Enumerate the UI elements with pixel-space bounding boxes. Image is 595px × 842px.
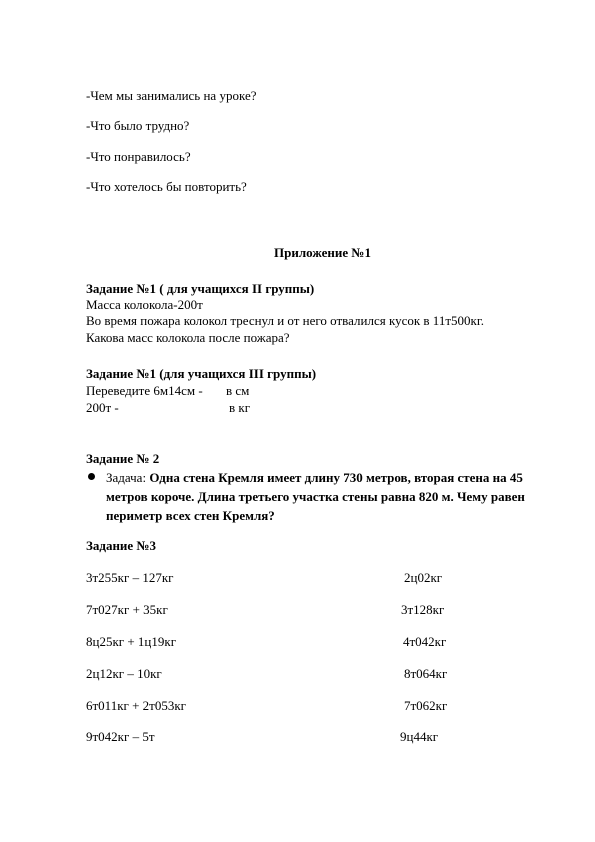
- task3-row-3-answer: 4т042кг: [403, 634, 447, 649]
- task1a-line-1: Масса колокола-200т: [86, 297, 203, 312]
- task3-row-6-answer: 9ц44кг: [400, 729, 439, 744]
- task3-row-3-expr: 8ц25кг + 1ц19кг: [86, 634, 177, 649]
- task3-row-2-expr: 7т027кг + 35кг: [86, 602, 168, 617]
- task1a-line-3: Какова масс колокола после пожара?: [86, 330, 290, 345]
- task3-row-4-expr: 2ц12кг – 10кг: [86, 666, 162, 681]
- task1b-row-1-right: в см: [226, 383, 250, 398]
- question-4: -Что хотелось бы повторить?: [86, 179, 247, 194]
- task1b-heading: Задание №1 (для учащихся III группы): [86, 366, 317, 381]
- task2-problem: Одна стена Кремля имеет длину 730 метров, вторая стена на 45 метров короче. Длина третьего участка стены равна 820 м. Чему равен периметр всех стен Кремля?: [106, 470, 525, 523]
- task2-heading: Задание № 2: [86, 451, 160, 466]
- question-1: -Чем мы занимались на уроке?: [86, 88, 257, 103]
- appendix-title: Приложение №1: [274, 245, 371, 260]
- task2-text: [102, 468, 562, 525]
- task3-row-2-answer: 3т128кг: [401, 602, 445, 617]
- question-2: -Что было трудно?: [86, 118, 190, 133]
- task3-row-6-expr: 9т042кг – 5т: [86, 729, 155, 744]
- bullet-dot-icon: [88, 473, 95, 480]
- task3-row-1-answer: 2ц02кг: [404, 570, 443, 585]
- task3-row-4-answer: 8т064кг: [404, 666, 448, 681]
- task3-heading: Задание №3: [86, 538, 157, 553]
- task2-prefix: Задача:: [106, 470, 150, 485]
- task3-row-5-answer: 7т062кг: [404, 698, 448, 713]
- task3-row-5-expr: 6т011кг + 2т053кг: [86, 698, 187, 713]
- task1a-line-2: Во время пожара колокол треснул и от него отвалился кусок в 11т500кг.: [86, 313, 484, 328]
- question-3: -Что понравилось?: [86, 149, 191, 164]
- task1b-row-2-left: 200т -: [86, 400, 119, 415]
- task1b-row-1-left: Переведите 6м14см -: [86, 383, 203, 398]
- task3-row-1-expr: 3т255кг – 127кг: [86, 570, 174, 585]
- task1b-row-2-right: в кг: [229, 400, 251, 415]
- task1a-heading: Задание №1 ( для учащихся II группы): [86, 281, 315, 296]
- task2-bullet: [102, 468, 562, 525]
